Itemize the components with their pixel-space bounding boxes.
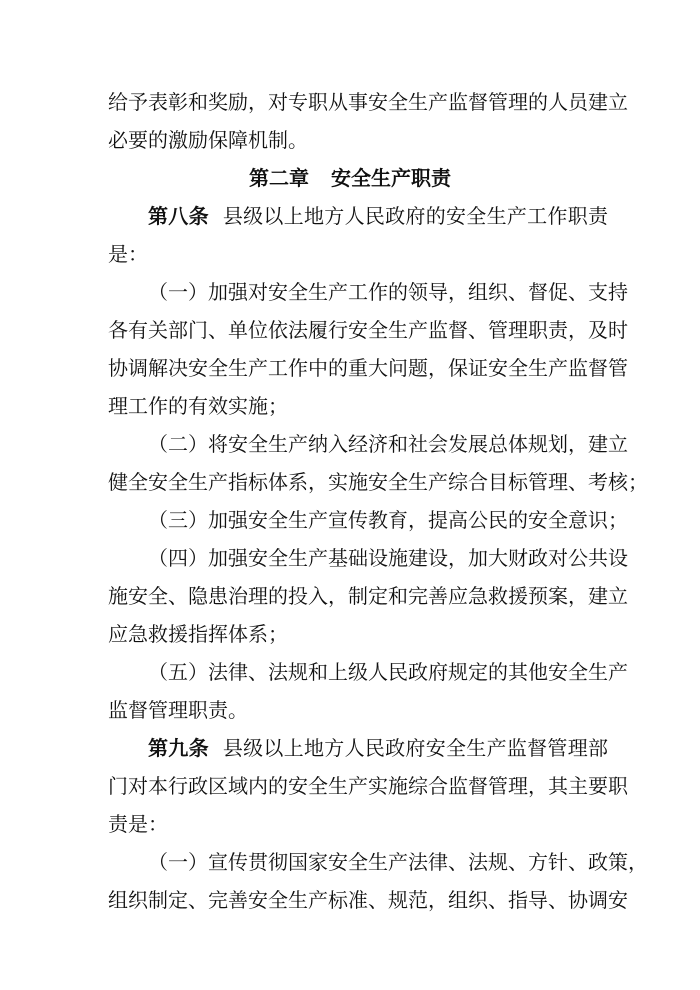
chapter-heading <box>0 164 700 192</box>
article-8-text: 县级以上地方人民政府的安全生产工作职责 <box>222 204 609 228</box>
list-item-line: （一）宣传贯彻国家安全生产法律、法规、方针、政策， <box>148 850 648 874</box>
list-item-line: 协调解决安全生产工作中的重大问题，保证安全生产监督管 <box>108 356 628 380</box>
list-item-line: （三）加强安全生产宣传教育，提高公民的安全意识； <box>148 508 628 532</box>
list-item-line: 健全安全生产指标体系，实施安全生产综合目标管理、考核； <box>108 470 648 494</box>
paragraph-line: 门对本行政区域内的安全生产实施综合监督管理，其主要职 <box>108 774 628 798</box>
article-9-label: 第九条 <box>148 736 209 760</box>
list-item-line: （四）加强安全生产基础设施建设，加大财政对公共设 <box>148 546 628 570</box>
list-item-line: （一）加强对安全生产工作的领导，组织、督促、支持 <box>148 280 628 304</box>
list-item-line: 各有关部门、单位依法履行安全生产监督、管理职责，及时 <box>108 318 628 342</box>
article-8-first-line <box>148 202 608 230</box>
paragraph-line: 是： <box>108 242 148 266</box>
paragraph-line: 必要的激励保障机制。 <box>108 128 308 152</box>
list-item-line: 监督管理职责。 <box>108 698 248 722</box>
list-item-line: 应急救援指挥体系； <box>108 622 288 646</box>
list-item-line: 施安全、隐患治理的投入，制定和完善应急救援预案，建立 <box>108 584 628 608</box>
list-item-line: （五）法律、法规和上级人民政府规定的其他安全生产 <box>148 660 628 684</box>
paragraph-line: 责是： <box>108 812 168 836</box>
list-item-line: 理工作的有效实施； <box>108 394 288 418</box>
paragraph-line: 给予表彰和奖励，对专职从事安全生产监督管理的人员建立 <box>108 90 628 114</box>
list-item-line: （二）将安全生产纳入经济和社会发展总体规划，建立 <box>148 432 628 456</box>
article-9-first-line <box>148 734 608 762</box>
list-item-line: 组织制定、完善安全生产标准、规范，组织、指导、协调安 <box>108 888 628 912</box>
chapter-title: 安全生产职责 <box>331 166 451 190</box>
chapter-number: 第二章 <box>249 166 309 190</box>
article-8-label: 第八条 <box>148 204 209 228</box>
article-9-text: 县级以上地方人民政府安全生产监督管理部 <box>222 736 609 760</box>
